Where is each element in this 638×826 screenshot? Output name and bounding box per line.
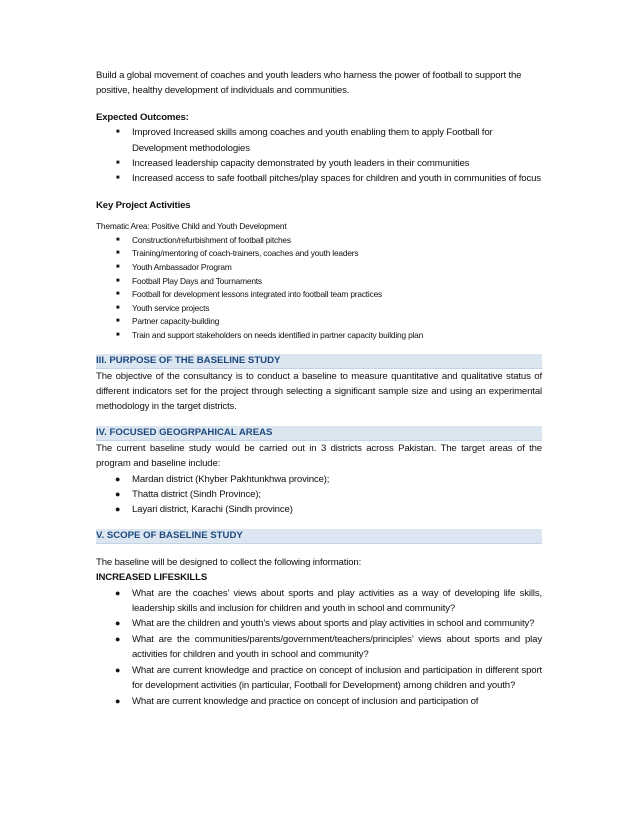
- bullet-icon: ●: [115, 664, 121, 675]
- square-bullet-icon: ■: [116, 304, 120, 311]
- document-page: [96, 68, 542, 709]
- square-bullet-icon: ■: [116, 277, 120, 284]
- list-item: ■ Increased leadership capacity demonstrated by youth leaders in their communities: [96, 156, 542, 171]
- square-bullet-icon: ■: [116, 160, 120, 167]
- square-bullet-icon: ■: [116, 236, 120, 243]
- outcomes-title: Expected Outcomes:: [96, 111, 189, 123]
- purpose-paragraph: The objective of the consultancy is to conduct a baseline to measure quantitative and qualitative status of different indicators set for the project through selecting a significant sample size and using an experimental methodology in the target districts.: [96, 370, 542, 413]
- list-item: ● What are the communities/parents/government/teachers/principles’ views about sports and play activities for children and youth in school and community?: [115, 633, 542, 661]
- list-item: ● Mardan district (Khyber Pakhtunkhwa province);: [96, 472, 542, 487]
- outcomes-list: [96, 125, 542, 187]
- areas-paragraph: The current baseline study would be carried out in 3 districts across Pakistan. The target areas of the program and baseline include:: [96, 442, 542, 470]
- list-item: ■ Youth service projects: [96, 302, 542, 316]
- square-bullet-icon: ■: [116, 129, 120, 136]
- bullet-icon: ●: [115, 587, 121, 598]
- list-item: ■ Improved Increased skills among coaches and youth enabling them to apply Football for Development methodologies: [116, 127, 493, 154]
- square-bullet-icon: ■: [116, 291, 120, 298]
- list-item: ● What are the children and youth’s views about sports and play activities in school and community?: [96, 616, 542, 631]
- activities-title: Key Project Activities: [96, 199, 191, 211]
- list-item: ■ Football for development lessons integrated into football team practices: [96, 288, 542, 302]
- list-item: ■ Youth Ambassador Program: [96, 261, 542, 275]
- bullet-icon: ●: [115, 633, 121, 644]
- bullet-icon: ●: [115, 618, 121, 629]
- list-item: ■ Increased access to safe football pitches/play spaces for children and youth in communities of focus: [96, 171, 542, 186]
- bullet-icon: ●: [115, 489, 121, 500]
- scope-list: [96, 586, 542, 709]
- square-bullet-icon: ■: [116, 175, 120, 182]
- square-bullet-icon: ■: [116, 332, 120, 338]
- list-item: ● What are the coaches’ views about sports and play activities as a way of developing life skills, leadership skills and inclusion for children and youth in school and community?: [115, 587, 542, 615]
- list-item: ■ Construction/refurbishment of football pitches: [96, 234, 542, 248]
- square-bullet-icon: ■: [116, 318, 120, 325]
- list-item: ● What are current knowledge and practice on concept of inclusion and participation in different sport for development activities (in particular, Football for Development) among children and youth?: [115, 664, 542, 692]
- square-bullet-icon: ■: [116, 250, 120, 257]
- areas-list: [96, 472, 542, 518]
- list-item: ■ Partner capacity-building: [96, 315, 542, 329]
- list-item: ● What are current knowledge and practice on concept of inclusion and participation of: [96, 694, 542, 709]
- bullet-icon: ●: [115, 695, 121, 706]
- scope-paragraph: The baseline will be designed to collect the following information:: [96, 556, 362, 568]
- bullet-icon: ●: [115, 473, 121, 484]
- list-item: ■ Train and support stakeholders on needs identified in partner capacity building plan: [96, 329, 542, 343]
- thematic-area: Thematic Area: Positive Child and Youth Development: [96, 221, 287, 232]
- section-heading-scope: V. SCOPE OF BASELINE STUDY: [96, 529, 542, 544]
- activities-list: [96, 234, 542, 343]
- section-heading-purpose: III. PURPOSE OF THE BASELINE STUDY: [96, 354, 542, 369]
- section-heading-areas: IV. FOCUSED GEOGRPAHICAL AREAS: [96, 426, 542, 441]
- bullet-icon: ●: [115, 504, 121, 515]
- intro-paragraph: Build a global movement of coaches and youth leaders who harness the power of football to support the positive, healthy development of individuals and communities.: [96, 70, 522, 97]
- list-item: ● Layari district, Karachi (Sindh province): [96, 502, 542, 517]
- list-item: ■ Training/mentoring of coach-trainers, coaches and youth leaders: [96, 247, 542, 261]
- list-item: ● Thatta district (Sindh Province);: [96, 487, 542, 502]
- scope-subheading: INCREASED LIFESKILLS: [96, 572, 208, 584]
- square-bullet-icon: ■: [116, 264, 120, 271]
- list-item: ■ Football Play Days and Tournaments: [96, 275, 542, 289]
